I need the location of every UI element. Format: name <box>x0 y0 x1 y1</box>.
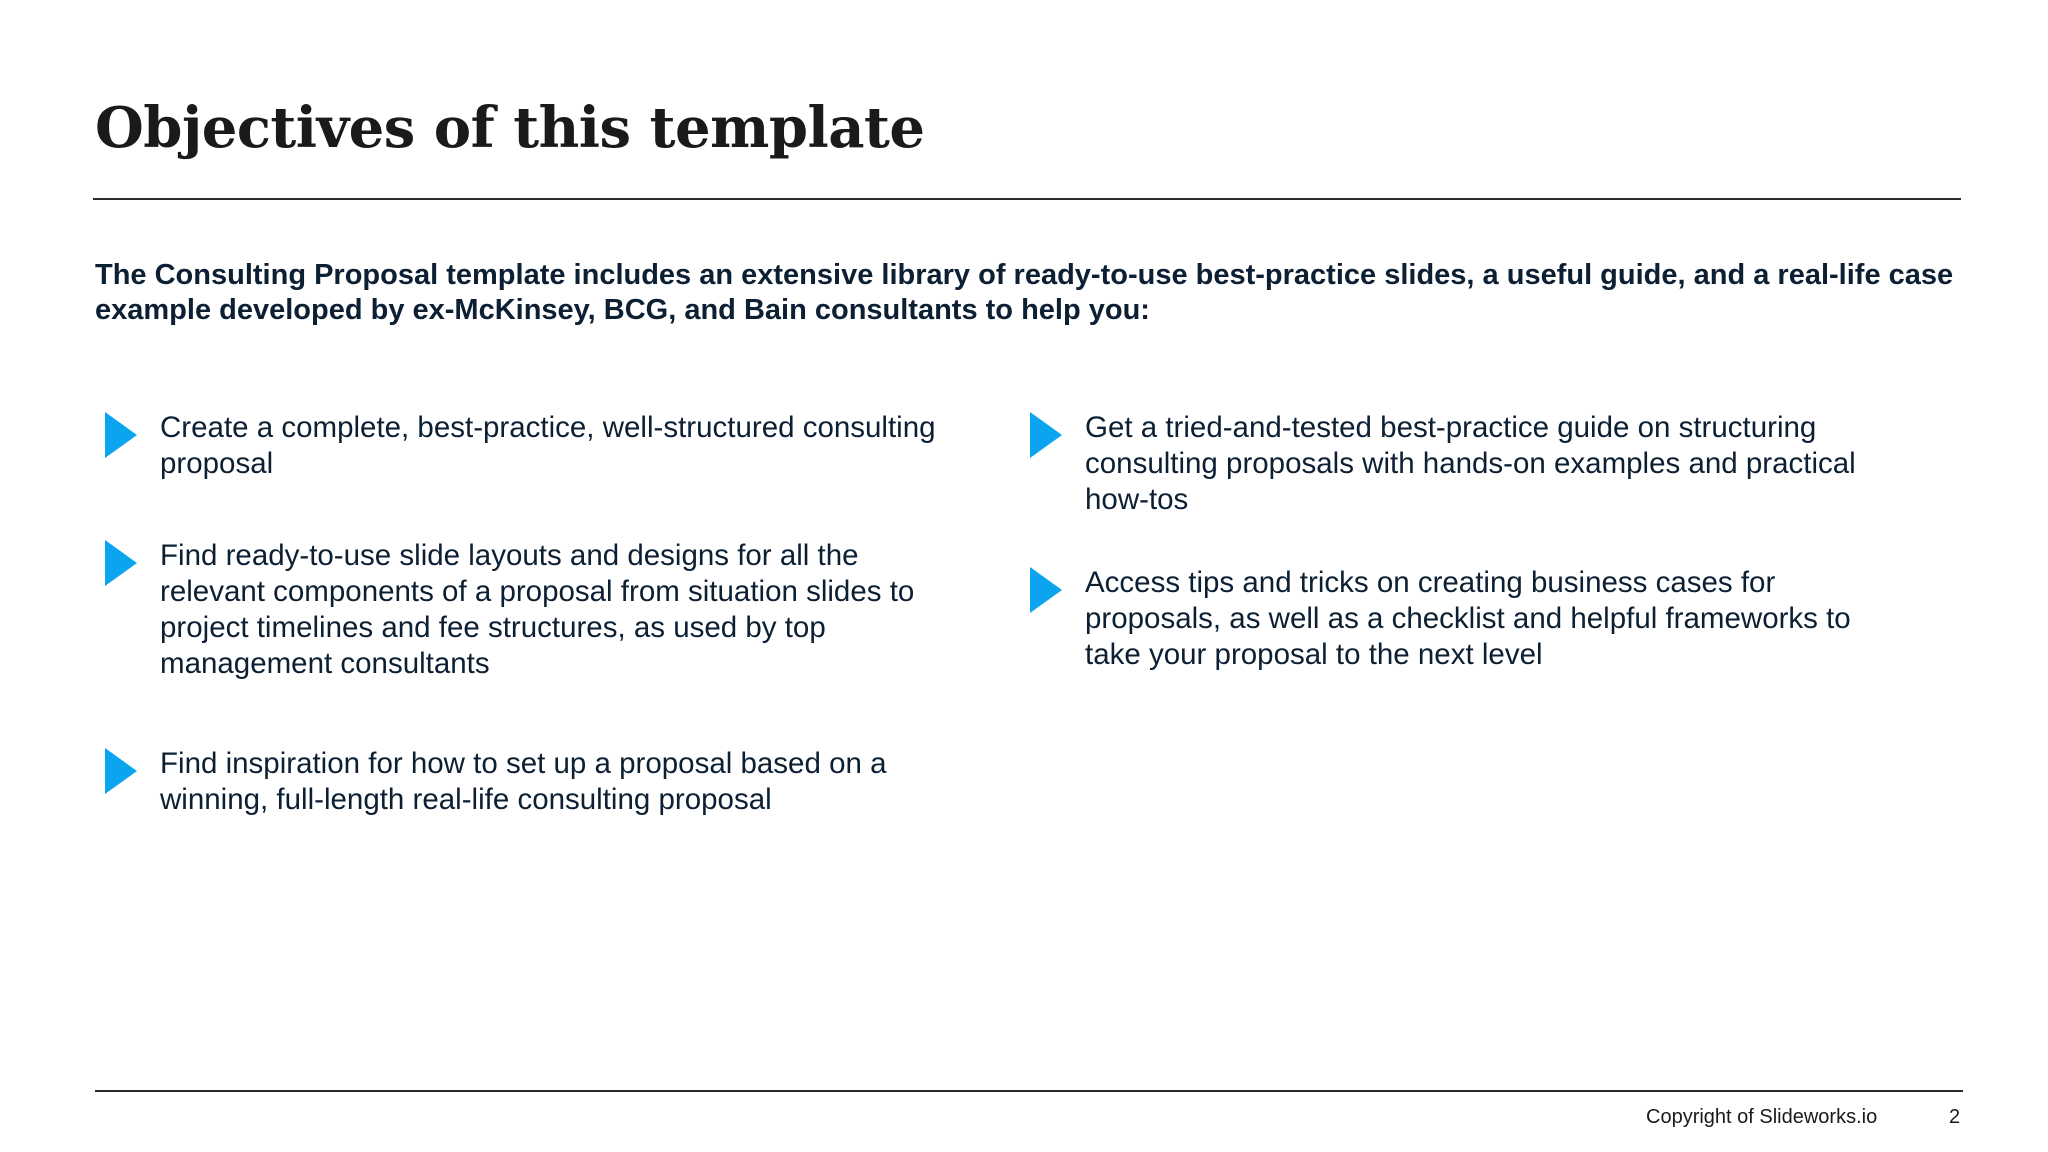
page-number: 2 <box>1949 1106 1961 1128</box>
bullet-text: Find ready-to-use slide layouts and designs for all the relevant components of a proposal from situation slides to project timelines and fee structures, as used by top management consultants <box>160 539 915 680</box>
bullet-text: Access tips and tricks on creating business cases for proposals, as well as a checklist and helpful frameworks to take your proposal to the next level <box>1085 566 1851 671</box>
bullet-text: Create a complete, best-practice, well-structured consulting proposal <box>160 411 936 480</box>
bullet-text: Get a tried-and-tested best-practice guide on structuring consulting proposals with hands-on examples and practical how-tos <box>1085 411 1856 516</box>
triangle-arrow-icon <box>1030 412 1062 458</box>
page-title: Objectives of this template <box>95 95 925 161</box>
title-divider <box>93 198 1961 200</box>
footer-divider <box>95 1090 1963 1092</box>
intro-text: The Consulting Proposal template includes an extensive library of ready-to-use best-practice slides, a useful guide, and a real-life case example developed by ex-McKinsey, BCG, and Bain consultants to help you: <box>95 259 1954 326</box>
triangle-arrow-icon <box>105 540 137 586</box>
triangle-arrow-icon <box>1030 567 1062 613</box>
triangle-arrow-icon <box>105 412 137 458</box>
triangle-arrow-icon <box>105 748 137 794</box>
copyright-text: Copyright of Slideworks.io <box>1646 1106 1878 1128</box>
bullet-text: Find inspiration for how to set up a proposal based on a winning, full-length real-life consulting proposal <box>160 747 887 816</box>
